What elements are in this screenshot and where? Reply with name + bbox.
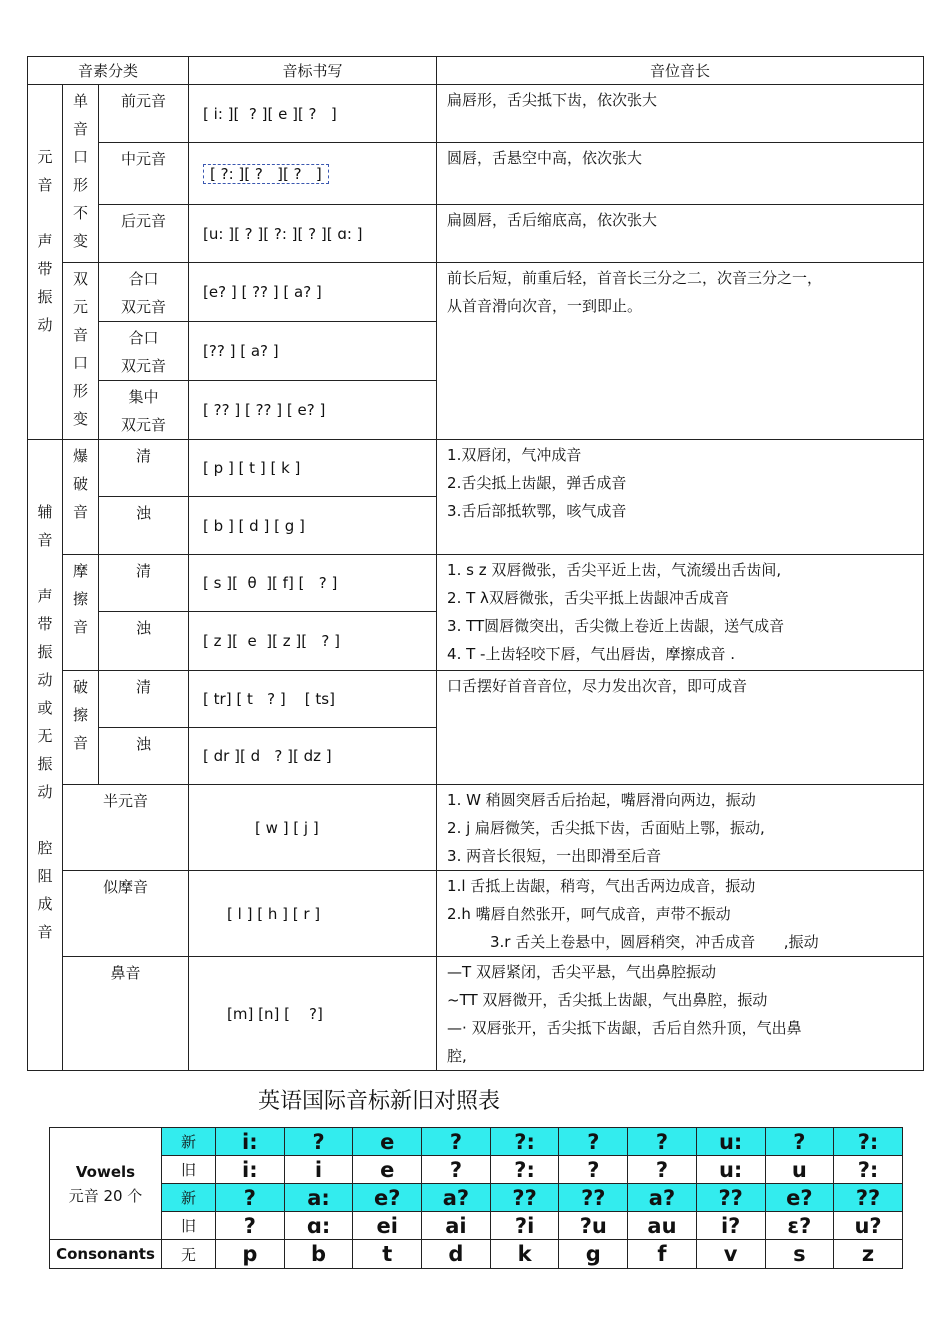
description-line: 2.h 嘴唇自然张开，呵气成音，声带不振动 [447, 905, 731, 923]
symbol-cell: i: [216, 1156, 285, 1184]
vowel-type: 后元音 [99, 205, 189, 263]
symbol-cell: b [284, 1240, 353, 1269]
description-line: 1.双唇闭，气冲成音 [447, 446, 582, 464]
label-char: 阻 [37, 867, 53, 885]
label-char: 口 [72, 148, 88, 166]
phoneme-type: 半元音 [63, 785, 189, 871]
symbol-cell: p [216, 1240, 285, 1269]
comparison-table [49, 1127, 903, 1269]
label-char: 成 [37, 895, 53, 913]
label-char: 破 [72, 678, 88, 696]
symbol-cell: u [765, 1156, 834, 1184]
symbol-cell: ?i [490, 1212, 559, 1240]
vowel-type: 合口 双元音 [99, 322, 189, 381]
symbol-cell: ? [765, 1128, 834, 1156]
label-char [28, 199, 62, 227]
symbol-cell: ?: [834, 1156, 903, 1184]
description-line: 2.舌尖抵上齿龈，弹舌成音 [447, 474, 627, 492]
symbol-cell: t [353, 1240, 422, 1269]
voicing: 浊 [99, 612, 189, 671]
ipa-notation: [ b ] [ d ] [ g ] [189, 497, 437, 555]
description-line: —· 双唇张开，舌尖抵下齿龈，舌后自然升顶，气出鼻 [447, 1019, 802, 1037]
phoneme-type: 鼻音 [63, 957, 189, 1071]
label-char: 音 [37, 176, 53, 194]
description-line: 2. T λ双唇微张，舌尖平抵上齿龈冲舌成音 [447, 589, 729, 607]
description-line: 从首音滑向次音，一到即止。 [447, 297, 643, 315]
symbol-cell: u: [696, 1128, 765, 1156]
symbol-cell: ? [422, 1156, 491, 1184]
symbol-cell: e [353, 1156, 422, 1184]
phoneme-table [27, 56, 924, 1071]
symbol-cell: ?? [834, 1184, 903, 1212]
label-char: 动 [37, 671, 53, 689]
consonant-group-label [28, 440, 63, 1071]
symbol-cell: u: [696, 1156, 765, 1184]
label-char: 形 [72, 176, 88, 194]
symbol-cell: ?? [490, 1184, 559, 1212]
consonants-label: Consonants [50, 1240, 162, 1269]
voicing: 清 [99, 440, 189, 497]
symbol-cell: i: [216, 1128, 285, 1156]
phoneme-type: 似摩音 [63, 871, 189, 957]
ipa-notation: [ w ] [ j ] [189, 785, 437, 871]
header-notation: 音标书写 [189, 57, 437, 85]
symbol-cell: a? [628, 1184, 697, 1212]
symbol-cell: e [353, 1128, 422, 1156]
label-char: 声 [37, 587, 53, 605]
version-tag: 旧 [162, 1156, 216, 1184]
symbol-cell: g [559, 1240, 628, 1269]
label-char: 音 [72, 734, 88, 752]
symbol-cell: ɛ? [765, 1212, 834, 1240]
description-line: 3.舌后部抵软鄂，咳气成音 [447, 502, 627, 520]
vowel-type: 中元音 [99, 143, 189, 205]
symbol-cell: ? [422, 1128, 491, 1156]
vowels-title: Vowels [75, 1162, 136, 1181]
symbol-cell: a: [284, 1184, 353, 1212]
symbol-cell: v [696, 1240, 765, 1269]
phoneme-description [437, 671, 924, 785]
label-char: 或 [37, 699, 53, 717]
label-char [28, 554, 62, 582]
label-char: 变 [72, 410, 88, 428]
consonants-row [50, 1240, 903, 1269]
fricative-label [63, 555, 99, 671]
symbol-cell: ?? [696, 1184, 765, 1212]
vowel-type: 合口 双元音 [99, 263, 189, 322]
symbol-cell: ? [216, 1212, 285, 1240]
label-char: 声 [37, 232, 53, 250]
label-char: 振 [37, 288, 53, 306]
ipa-notation: [ i: ][ ? ][ e ][ ? ] [189, 85, 437, 143]
symbol-cell: i? [696, 1212, 765, 1240]
comparison-row [50, 1156, 903, 1184]
comparison-row [50, 1212, 903, 1240]
vowel-type: 前元音 [99, 85, 189, 143]
ipa-notation: [ dr ][ d ? ][ dz ] [189, 728, 437, 785]
ipa-notation [189, 143, 437, 205]
label-char: 音 [72, 618, 88, 636]
description-line: 1.l 舌抵上齿龈，稍弯，气出舌两边成音，振动 [447, 877, 756, 895]
comparison-row [50, 1128, 903, 1156]
symbol-cell: au [628, 1212, 697, 1240]
label-char: 腔 [37, 839, 53, 857]
label-char: 音 [72, 503, 88, 521]
phoneme-description [437, 263, 924, 440]
ipa-notation: [m] [n] [ ?] [189, 957, 437, 1071]
phoneme-description [437, 871, 924, 957]
description-line: 1. s z 双唇微张，舌尖平近上齿，气流缓出舌齿间, [447, 561, 782, 579]
label-char: 音 [72, 120, 88, 138]
symbol-cell: ?u [559, 1212, 628, 1240]
label-char: 擦 [72, 706, 88, 724]
vowel-group-label [28, 85, 63, 440]
description-line: —T 双唇紧闭，舌尖平悬，气出鼻腔振动 [447, 963, 716, 981]
phoneme-description: 扁圆唇，舌后缩底高，依次张大 [437, 205, 924, 263]
symbol-cell: ? [284, 1128, 353, 1156]
label-char: 摩 [72, 562, 88, 580]
label-char: 元 [72, 298, 88, 316]
label-char: 破 [72, 475, 88, 493]
label-char: 双 [72, 270, 88, 288]
phoneme-description [437, 957, 924, 1071]
ipa-notation: [ z ][ e ][ z ][ ? ] [189, 612, 437, 671]
header-category: 音素分类 [28, 57, 189, 85]
ipa-notation: [ ?? ] [ ?? ] [ e? ] [189, 381, 437, 440]
symbol-cell: ? [559, 1156, 628, 1184]
comparison-row [50, 1184, 903, 1212]
label-char: 辅 [37, 503, 53, 521]
label-char: 振 [37, 755, 53, 773]
ipa-notation: [ p ] [ t ] [ k ] [189, 440, 437, 497]
header-description: 音位音长 [437, 57, 924, 85]
symbol-cell: ?: [834, 1128, 903, 1156]
label-char: 音 [37, 531, 53, 549]
label-char: 带 [37, 260, 53, 278]
ipa-notation: [ s ][ θ ][ f] [ ? ] [189, 555, 437, 612]
description-line: 1. W 稍圆突唇舌后抬起，嘴唇滑向两边，振动 [447, 791, 756, 809]
symbol-cell: e? [353, 1184, 422, 1212]
symbol-cell: ?: [490, 1156, 559, 1184]
label-char: 元 [37, 148, 53, 166]
label-char: 爆 [72, 447, 88, 465]
symbol-cell: z [834, 1240, 903, 1269]
symbol-cell: ? [628, 1128, 697, 1156]
version-tag: 旧 [162, 1212, 216, 1240]
description-line: 腔, [447, 1047, 467, 1065]
version-tag: 无 [162, 1240, 216, 1269]
version-tag: 新 [162, 1128, 216, 1156]
symbol-cell: d [422, 1240, 491, 1269]
symbol-cell: s [765, 1240, 834, 1269]
symbol-cell: ? [628, 1156, 697, 1184]
label-char: 口 [72, 354, 88, 372]
symbol-cell: ɑ: [284, 1212, 353, 1240]
vowels-label [50, 1128, 162, 1240]
symbol-cell: ai [422, 1212, 491, 1240]
phoneme-description [437, 555, 924, 671]
symbol-cell: ?: [490, 1128, 559, 1156]
comparison-title: 英语国际音标新旧对照表 [258, 1089, 501, 1114]
voicing: 清 [99, 555, 189, 612]
symbol-cell: ? [216, 1184, 285, 1212]
description-line: 前长后短，前重后轻，首音长三分之二，次音三分之一， [447, 269, 823, 287]
phoneme-description: 圆唇，舌悬空中高，依次张大 [437, 143, 924, 205]
label-char: 动 [37, 316, 53, 334]
ipa-notation: [?? ] [ a? ] [189, 322, 437, 381]
symbol-cell: e? [765, 1184, 834, 1212]
label-char: 形 [72, 382, 88, 400]
ipa-notation: [u: ][ ? ][ ?: ][ ? ][ ɑ: ] [189, 205, 437, 263]
description-line: 2. j 扁唇微笑，舌尖抵下齿，舌面贴上鄂，振动, [447, 819, 765, 837]
plosive-label [63, 440, 99, 555]
description-line: 3. 两音长很短，一出即滑至后音 [447, 847, 662, 865]
vowel-type: 集中 双元音 [99, 381, 189, 440]
symbol-cell: ei [353, 1212, 422, 1240]
label-char: 振 [37, 643, 53, 661]
monophthong-label [63, 85, 99, 263]
ipa-notation-box: [ ?: ][ ? ][ ? ] [203, 164, 329, 184]
voicing: 清 [99, 671, 189, 728]
symbol-cell: u? [834, 1212, 903, 1240]
symbol-cell: ?? [559, 1184, 628, 1212]
label-char: 音 [37, 923, 53, 941]
label-char: 音 [72, 326, 88, 344]
ipa-notation: [ tr] [ t ? ] [ ts] [189, 671, 437, 728]
label-char: 无 [37, 727, 53, 745]
symbol-cell: f [628, 1240, 697, 1269]
voicing: 浊 [99, 728, 189, 785]
version-tag: 新 [162, 1184, 216, 1212]
phoneme-description: 扁唇形，舌尖抵下齿，依次张大 [437, 85, 924, 143]
description-line: 4. T -上齿轻咬下唇，气出唇齿，摩擦成音 . [447, 645, 735, 663]
label-char: 单 [72, 92, 88, 110]
description-line: 3.r 舌关上卷悬中，圆唇稍突，冲舌成音 ,振动 [447, 933, 819, 951]
label-char: 擦 [72, 590, 88, 608]
symbol-cell: a? [422, 1184, 491, 1212]
label-char [28, 806, 62, 834]
description-line: ~TT 双唇微开，舌尖抵上齿龈，气出鼻腔，振动 [447, 991, 768, 1009]
phoneme-description [437, 440, 924, 555]
description-line: 3. TT圆唇微突出，舌尖微上卷近上齿龈，送气成音 [447, 617, 785, 635]
label-char: 变 [72, 232, 88, 250]
voicing: 浊 [99, 497, 189, 555]
ipa-notation: [e? ] [ ?? ] [ a? ] [189, 263, 437, 322]
vowels-count: 元音 20 个 [68, 1186, 143, 1205]
label-char: 动 [37, 783, 53, 801]
ipa-notation: [ l ] [ h ] [ r ] [189, 871, 437, 957]
symbol-cell: ? [559, 1128, 628, 1156]
symbol-cell: k [490, 1240, 559, 1269]
diphthong-label [63, 263, 99, 440]
symbol-cell: i [284, 1156, 353, 1184]
phoneme-description [437, 785, 924, 871]
affricate-label [63, 671, 99, 785]
label-char: 带 [37, 615, 53, 633]
description-line: 口舌摆好首音音位，尽力发出次音，即可成音 [447, 677, 748, 695]
label-char: 不 [72, 204, 88, 222]
